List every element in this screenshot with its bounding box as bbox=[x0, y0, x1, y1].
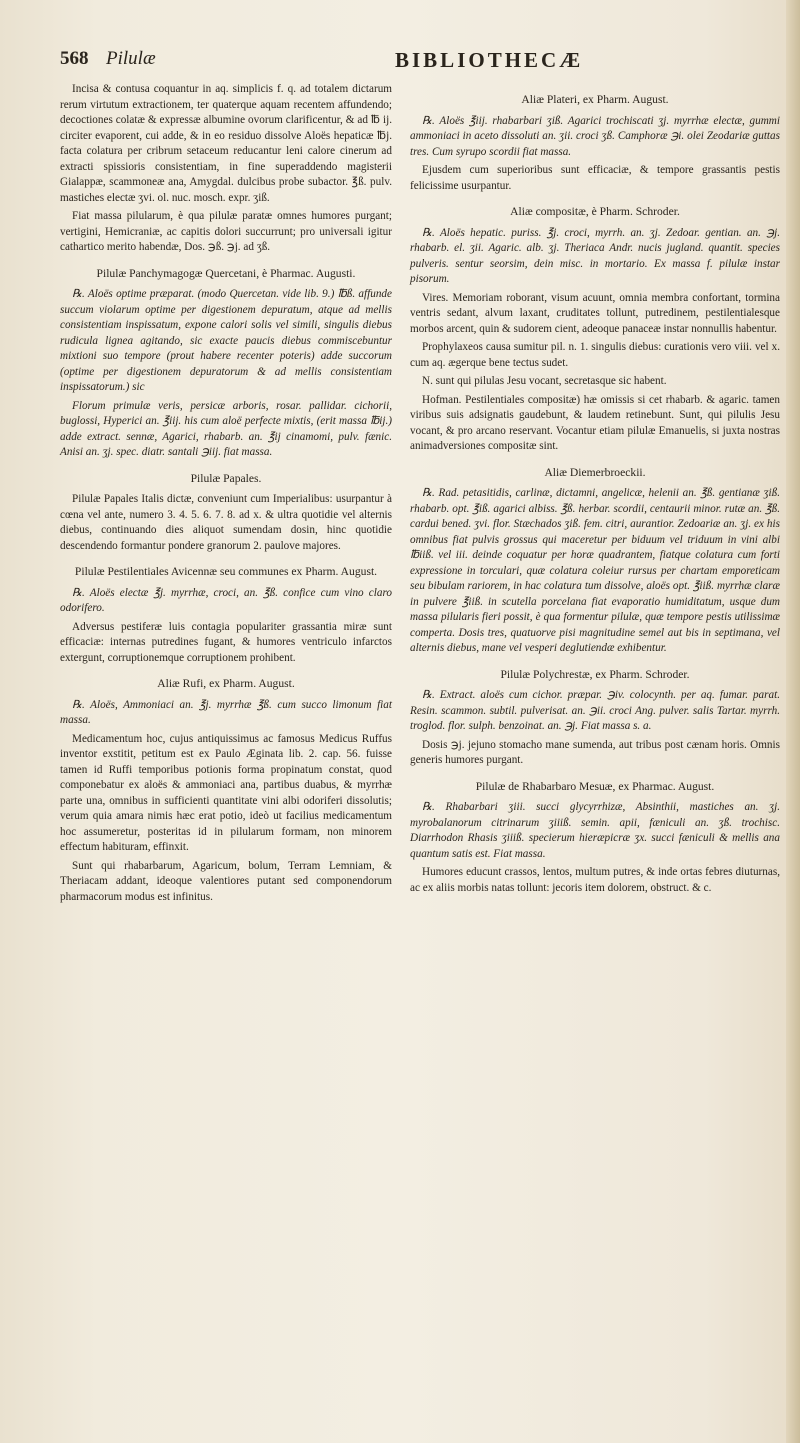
section-heading: Pilulæ Panchymagogæ Quercetani, è Pharmac. Augusti. bbox=[96, 266, 356, 280]
paragraph: Hofman. Pestilentiales compositæ) hæ omissis si cet rhabarb. & agaric. tamen viribus suis adsignatis gaudebunt, & laudem retinebunt. Sunt, qui pilulis Jesu vocant, & pro arcano reservant. Vocantur etiam pilulæ Emanuelis, si juxta nostras animadversiones compositæ sint. bbox=[410, 393, 780, 452]
recipe: ℞. Aloës ℥iij. rhabarbari ʒiß. Agarici trochiscati ʒj. myrrhæ electæ, gummi ammoniaci in aceto dissoluti an. ʒii. croci ʒß. Camphoræ ℈i. olei Zeodariæ guttas tres. Cum syrupo scordii fiat massa. bbox=[410, 114, 780, 158]
right-column bbox=[410, 82, 780, 899]
paragraph: Incisa & contusa coquantur in aq. simplicis f. q. ad totalem dictarum rerum virtutum extractionem, ter quaterque aquam recentem affundendo; decoctiones colatæ & expressæ albumine ovorum clarificentur, & ad ℔ ij. circiter evaporent, cui adde, & in eo residuo dissolve Aloës hepaticæ ℔j. facta colatura per cribrum setaceum reducantur leni calore cinerum ad extracti spissioris consistentiam, in fine superaddendo magisterii Gialappæ, scammoneæ ana, Amygdal. dulcibus probe subactor. ℥ß. pulv. mastiches electæ ʒvi. ol. nuc. mosch. expr. ʒiß. bbox=[60, 83, 392, 204]
paragraph: Medicamentum hoc, cujus antiquissimus ac famosus Medicus Ruffus inventor exstitit, petitum est ex Paulo Æginata lib. 2. cap. 56. fuisse tamen id Ruffi temporibus potionis forma propinatum constat, quod componebatur ex aloës & ammoniaci ana, partibus duabus, & myrrhæ parte una, omnibus in sufficienti quantitate vini albi odoriferi dissolutis; verum quia amara nimis hæc erat potio, ideò ut facilius medicamentum hoc assumeretur, posteritas id in pilularum formam, non minorem effectum habituram, effinxit. bbox=[60, 732, 392, 853]
recipe: ℞. Aloës optime præparat. (modo Quercetan. vide lib. 9.) ℔ß. affunde succum violarum optime per digestionem depuratum, atque ad mellis consistentiam inspissatum, expone calori solis vel simili, singulis diebus rudicula lignea agitando, sic exacte paucis diebus commiscebuntur mixtioni suo tempore (prout habere recenter poteris) adde succorum (optime per digestionem depuratorum & ad mellis consistentiam inspissatorum.) sic bbox=[60, 288, 392, 393]
book-title: BIBLIOTHECÆ bbox=[395, 48, 584, 72]
paragraph: Adversus pestiferæ luis contagia populariter grassantia miræ sunt efficaciæ: internas putredines fugant, & humores ventriculo infarctos extergunt, corruptionemque corruptionem prohibent. bbox=[60, 620, 392, 664]
section-heading: Aliæ compositæ, è Pharm. Schroder. bbox=[510, 205, 680, 218]
running-head: Pilulæ bbox=[106, 48, 156, 69]
recipe: ℞. Rad. petasitidis, carlinæ, dictamni, angelicæ, helenii an. ℥ß. gentianæ ʒiß. rhabarb. opt. ℥iß. agarici albiss. ℥ß. herbar. scordii, centaurii minor. rutæ an. ℥ß. cardui bened. ʒvi. flor. Stæchados ʒiß. fem. citri, aurantior. Zedoariæ an. ʒj. ex his omnibus fiat pulvis grossus qui maceretur per biduum vel triduum in vini albi ℔iiß. vel iii. deinde coquatur per horæ quadrantem, fiatque colatura cum forti expressione in torculari, quæ colatura coleiur rursus per chartam emporeticam seu bibulam rariorem, in hac colatura tum dissolve, aloës opt. ℥iiß. myrrhæ claræ in pulvere ℥iiß. in scutella porcelana fiat evaporatio humiditatum, usque dum massa pilularis fieri possit, è qua formentur pilulæ, quæ tempore pestis utilissimæ comperta. Dosis tres, quatuorve pisi magnitudine semel aut bis in septimana, vel alternis diebus, mane vel vesperi deglutiendæ exhibentur. bbox=[410, 487, 780, 654]
paragraph: Fiat massa pilularum, è qua pilulæ paratæ omnes humores purgant; vertigini, Hemicraniæ, ac capitis dolori succurrunt; pro universali igitur cathartico merito habendæ, Dos. ℈ß. ℈j. ad ʒß. bbox=[60, 210, 392, 253]
section-heading: Pilulæ Polychrestæ, ex Pharm. Schroder. bbox=[500, 667, 690, 681]
paragraph: N. sunt qui pilulas Jesu vocant, secretasque sic habent. bbox=[422, 375, 667, 387]
section-heading: Aliæ Plateri, ex Pharm. August. bbox=[521, 93, 669, 106]
paragraph: Sunt qui rhabarbarum, Agaricum, bolum, Terram Lemniam, & Theriacam addant, ideoque valentiores putant sed componendorum pharmacorum modus est infinitus. bbox=[60, 859, 392, 903]
section-heading: Aliæ Rufi, ex Pharm. August. bbox=[157, 677, 295, 690]
paragraph: Dosis ℈j. jejuno stomacho mane sumenda, aut tribus post cænam horis. Omnis generis humores purgant. bbox=[410, 738, 780, 766]
paragraph: Ejusdem cum superioribus sunt efficaciæ, & tempore grassantis pestis felicissime usurpantur. bbox=[410, 164, 780, 192]
section-heading: Pilulæ Pestilentiales Avicennæ seu communes ex Pharm. August. bbox=[74, 565, 378, 578]
section-heading: Pilulæ de Rhabarbaro Mesuæ, ex Pharmac. August. bbox=[475, 779, 715, 793]
recipe: ℞. Rhabarbari ʒiii. succi glycyrrhizæ, Absinthii, mastiches an. ʒj. myrobalanorum citrinarum ʒiiiß. semin. apii, fæniculi an. ʒß. trochisc. Diarrhodon Rhasis ʒiiiß. specierum hieræpicræ ʒx. succi fæniculi & mellis ana quantum satis est. Fiat massa. bbox=[410, 801, 780, 860]
left-column bbox=[60, 82, 392, 908]
section-heading: Pilulæ Papales. bbox=[190, 471, 262, 485]
page-number: 568 bbox=[60, 48, 89, 69]
recipe: Florum primulæ veris, persicæ arboris, rosar. pallidar. cichorii, buglossi, Hyperici an. ℥iij. his cum aloë perfecte mixtis, (erit massa ℔ij.) adde extract. sennæ, Agarici, rhabarb. an. ℥ij cinamomi, pulv. fænic. Anisi an. ʒj. spec. diatr. santali ℈iij. fiat massa. bbox=[60, 399, 392, 458]
page-gutter-shadow bbox=[786, 0, 800, 1443]
page-header bbox=[60, 48, 780, 74]
recipe: ℞. Aloës, Ammoniaci an. ℥j. myrrhæ ℥ß. cum succo limonum fiat massa. bbox=[60, 698, 392, 726]
paragraph: Pilulæ Papales Italis dictæ, conveniunt cum Imperialibus: usurpantur à cœna vel ante, numero 3. 4. 5. 6. 7. 8. ad x. & ultra quotidie vel alternis diebus, continuando dies aliquot sumendam dosin, hinc quotidie descendendo formantur pondere granorum 2. paulove majores. bbox=[60, 493, 392, 552]
section-heading: Aliæ Diemerbroeckii. bbox=[544, 465, 646, 479]
paragraph: Prophylaxeos causa sumitur pil. n. 1. singulis diebus: curationis vero viii. vel x. cum aq. ægerque bene tectus sudet. bbox=[410, 341, 780, 369]
recipe: ℞. Aloës electæ ℥j. myrrhæ, croci, an. ℥ß. confice cum vino claro odorifero. bbox=[60, 586, 392, 614]
recipe: ℞. Extract. aloës cum cichor. præpar. ℈iv. colocynth. per aq. fumar. parat. Resin. scammon. subtil. pulverisat. an. ℈ii. croci Ang. pulver. salis Tartar. myrrh. troglod. flor. sulph. benzoinat. an. ℈j. Fiat massa s. a. bbox=[410, 689, 780, 732]
paragraph: Vires. Memoriam roborant, visum acuunt, omnia membra confortant, tormina ventris sedant, alvum laxant, cruditates tollunt, putredinem, pestilentialesque morbos arcent, quin & sudorem cient, adeoque panaceæ instar nonnullis habentur. bbox=[410, 291, 780, 335]
recipe: ℞. Aloës hepatic. puriss. ℥j. croci, myrrh. an. ʒj. Zedoar. gentian. an. ℈j. rhabarb. el. ʒii. Agaric. alb. ʒj. Theriaca Andr. nucis jugland. quantit. species pulveris. sentur seorsim, dein misc. in mortario. Ex massa f. pilulæ instar pisorum. bbox=[410, 226, 780, 285]
paragraph: Humores educunt crassos, lentos, multum putres, & inde ortas febres diuturnas, ac ex aliis morbis natas tollunt: jecoris item dolorem, obstruct. & c. bbox=[410, 866, 780, 894]
